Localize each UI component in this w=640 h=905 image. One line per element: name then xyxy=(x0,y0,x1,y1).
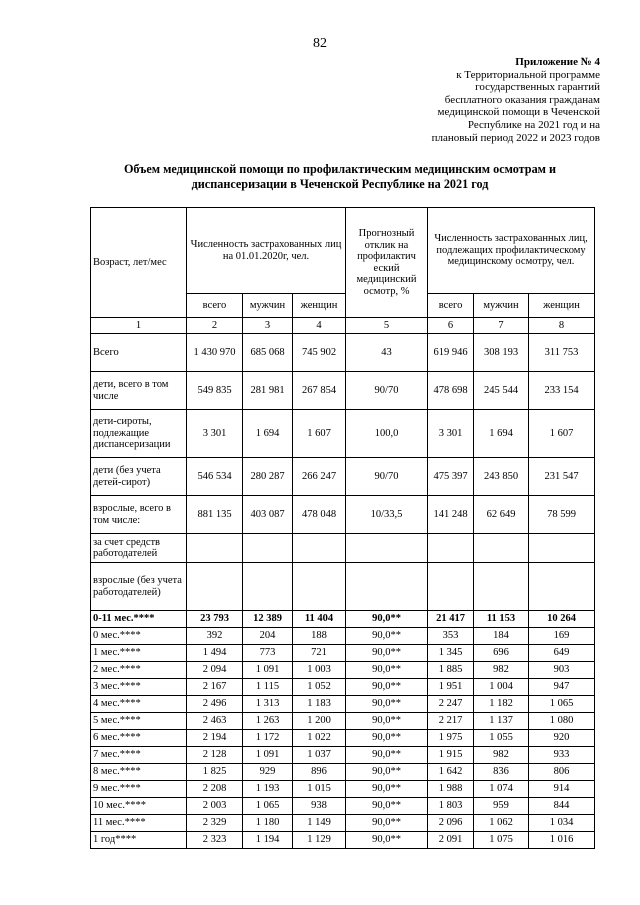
cell: 169 xyxy=(529,628,595,645)
row-label: 4 мес.**** xyxy=(91,696,187,713)
document-title xyxy=(100,162,580,191)
title-line: Объем медицинской помощи по профилактическим медицинским осмотрам и xyxy=(123,162,557,176)
cell: 21 417 xyxy=(428,611,474,628)
cell: 982 xyxy=(474,662,529,679)
cell: 914 xyxy=(529,781,595,798)
cell: 353 xyxy=(428,628,474,645)
cell: 1 885 xyxy=(428,662,474,679)
column-number: 8 xyxy=(529,318,595,334)
cell: 982 xyxy=(474,747,529,764)
cell: 1 915 xyxy=(428,747,474,764)
cell: 881 135 xyxy=(187,496,243,534)
cell: 2 003 xyxy=(187,798,243,815)
appendix-line: государственных гарантий xyxy=(475,81,600,94)
table-row xyxy=(91,798,595,815)
cell: 311 753 xyxy=(529,334,595,372)
cell xyxy=(346,563,428,611)
table-row xyxy=(91,334,595,372)
cell: 3 301 xyxy=(428,410,474,458)
cell: 1 607 xyxy=(529,410,595,458)
table-row xyxy=(91,563,595,611)
cell: 1 194 xyxy=(243,832,293,849)
cell: 90,0** xyxy=(346,815,428,832)
cell: 1 137 xyxy=(474,713,529,730)
cell xyxy=(529,563,595,611)
cell: 10/33,5 xyxy=(346,496,428,534)
row-label: 0 мес.**** xyxy=(91,628,187,645)
cell: 245 544 xyxy=(474,372,529,410)
cell xyxy=(474,534,529,563)
table-row xyxy=(91,645,595,662)
cell: 243 850 xyxy=(474,458,529,496)
cell: 844 xyxy=(529,798,595,815)
cell: 90,0** xyxy=(346,696,428,713)
appendix-heading: Приложение № 4 xyxy=(515,56,600,68)
column-number: 1 xyxy=(91,318,187,334)
cell xyxy=(474,563,529,611)
cell: 1 313 xyxy=(243,696,293,713)
appendix-line: к Территориальной программе xyxy=(456,68,600,81)
cell: 90,0** xyxy=(346,662,428,679)
cell: 11 153 xyxy=(474,611,529,628)
cell: 1 149 xyxy=(293,815,346,832)
cell: 2 208 xyxy=(187,781,243,798)
cell: 745 902 xyxy=(293,334,346,372)
cell: 1 034 xyxy=(529,815,595,832)
column-number: 6 xyxy=(428,318,474,334)
cell: 1 015 xyxy=(293,781,346,798)
cell: 549 835 xyxy=(187,372,243,410)
cell: 1 825 xyxy=(187,764,243,781)
appendix-line: медицинской помощи в Чеченской xyxy=(437,106,600,119)
cell: 2 463 xyxy=(187,713,243,730)
header-women: женщин xyxy=(529,294,595,318)
cell: 2 167 xyxy=(187,679,243,696)
cell: 2 128 xyxy=(187,747,243,764)
table-row xyxy=(91,764,595,781)
page-number: 82 xyxy=(313,36,327,51)
cell xyxy=(187,563,243,611)
cell: 903 xyxy=(529,662,595,679)
cell: 1 065 xyxy=(243,798,293,815)
cell: 1 345 xyxy=(428,645,474,662)
table-row xyxy=(91,662,595,679)
cell: 1 694 xyxy=(474,410,529,458)
header-subject: Численность застрахованных лиц, подлежащих профилактическому медицинскому осмотру, чел. xyxy=(428,208,595,294)
cell: 1 080 xyxy=(529,713,595,730)
cell: 773 xyxy=(243,645,293,662)
row-label: 1 год**** xyxy=(91,832,187,849)
row-label: Всего xyxy=(91,334,187,372)
cell: 90,0** xyxy=(346,781,428,798)
column-number: 2 xyxy=(187,318,243,334)
cell: 62 649 xyxy=(474,496,529,534)
table-row xyxy=(91,815,595,832)
cell: 3 301 xyxy=(187,410,243,458)
table-row xyxy=(91,747,595,764)
cell xyxy=(428,563,474,611)
cell: 546 534 xyxy=(187,458,243,496)
cell: 43 xyxy=(346,334,428,372)
cell: 649 xyxy=(529,645,595,662)
header-men: мужчин xyxy=(243,294,293,318)
cell: 896 xyxy=(293,764,346,781)
cell xyxy=(428,534,474,563)
cell: 90,0** xyxy=(346,730,428,747)
row-label: взрослые (без учета работодателей) xyxy=(91,563,187,611)
cell: 90,0** xyxy=(346,645,428,662)
cell: 1 062 xyxy=(474,815,529,832)
cell: 90,0** xyxy=(346,798,428,815)
row-label: 11 мес.**** xyxy=(91,815,187,832)
row-label: дети, всего в том числе xyxy=(91,372,187,410)
cell: 90,0** xyxy=(346,747,428,764)
cell: 1 065 xyxy=(529,696,595,713)
cell: 90,0** xyxy=(346,611,428,628)
cell: 90/70 xyxy=(346,458,428,496)
row-label: 0-11 мес.**** xyxy=(91,611,187,628)
header-women: женщин xyxy=(293,294,346,318)
cell: 1 075 xyxy=(474,832,529,849)
appendix-line: плановый период 2022 и 2023 годов xyxy=(431,131,600,144)
cell: 2 247 xyxy=(428,696,474,713)
cell: 478 048 xyxy=(293,496,346,534)
row-label: 5 мес.**** xyxy=(91,713,187,730)
cell: 1 052 xyxy=(293,679,346,696)
row-label: 2 мес.**** xyxy=(91,662,187,679)
cell: 947 xyxy=(529,679,595,696)
row-label: 7 мес.**** xyxy=(91,747,187,764)
cell: 1 607 xyxy=(293,410,346,458)
cell: 1 115 xyxy=(243,679,293,696)
appendix-line: бесплатного оказания гражданам xyxy=(444,93,600,106)
cell: 806 xyxy=(529,764,595,781)
cell: 1 200 xyxy=(293,713,346,730)
cell: 90,0** xyxy=(346,628,428,645)
table-row xyxy=(91,696,595,713)
cell: 1 182 xyxy=(474,696,529,713)
volume-table xyxy=(90,207,595,849)
cell: 2 329 xyxy=(187,815,243,832)
table-row xyxy=(91,679,595,696)
cell: 403 087 xyxy=(243,496,293,534)
cell: 1 803 xyxy=(428,798,474,815)
header-insured: Численность застрахованных лиц на 01.01.2020г, чел. xyxy=(187,208,346,294)
cell: 696 xyxy=(474,645,529,662)
table-row xyxy=(91,458,595,496)
table-row xyxy=(91,534,595,563)
table-row xyxy=(91,372,595,410)
cell: 12 389 xyxy=(243,611,293,628)
row-label: 1 мес.**** xyxy=(91,645,187,662)
cell: 1 074 xyxy=(474,781,529,798)
cell: 78 599 xyxy=(529,496,595,534)
cell: 959 xyxy=(474,798,529,815)
cell: 141 248 xyxy=(428,496,474,534)
cell: 920 xyxy=(529,730,595,747)
column-number: 3 xyxy=(243,318,293,334)
cell: 1 129 xyxy=(293,832,346,849)
column-number: 4 xyxy=(293,318,346,334)
cell: 938 xyxy=(293,798,346,815)
cell: 184 xyxy=(474,628,529,645)
cell: 267 854 xyxy=(293,372,346,410)
cell: 1 004 xyxy=(474,679,529,696)
cell: 266 247 xyxy=(293,458,346,496)
cell xyxy=(529,534,595,563)
column-number: 7 xyxy=(474,318,529,334)
cell: 685 068 xyxy=(243,334,293,372)
table-row xyxy=(91,496,595,534)
cell: 90,0** xyxy=(346,713,428,730)
cell: 1 016 xyxy=(529,832,595,849)
cell: 204 xyxy=(243,628,293,645)
cell: 11 404 xyxy=(293,611,346,628)
header-men: мужчин xyxy=(474,294,529,318)
column-number: 5 xyxy=(346,318,428,334)
table-row xyxy=(91,410,595,458)
cell xyxy=(243,563,293,611)
cell: 90,0** xyxy=(346,679,428,696)
cell: 1 037 xyxy=(293,747,346,764)
appendix-line: Республике на 2021 год и на xyxy=(467,118,600,131)
cell: 2 194 xyxy=(187,730,243,747)
cell: 2 091 xyxy=(428,832,474,849)
column-number-row xyxy=(91,318,595,334)
cell xyxy=(346,534,428,563)
table-row xyxy=(91,730,595,747)
row-label: взрослые, всего в том числе: xyxy=(91,496,187,534)
cell: 2 096 xyxy=(428,815,474,832)
cell: 10 264 xyxy=(529,611,595,628)
header-total: всего xyxy=(428,294,474,318)
cell: 1 494 xyxy=(187,645,243,662)
row-label: 8 мес.**** xyxy=(91,764,187,781)
table-row xyxy=(91,628,595,645)
header-forecast: Прогнозный отклик на профилактич еский медицинский осмотр, % xyxy=(346,208,428,318)
cell: 475 397 xyxy=(428,458,474,496)
cell: 721 xyxy=(293,645,346,662)
header-total: всего xyxy=(187,294,243,318)
title-line: диспансеризации в Чеченской Республике на 2021 год xyxy=(191,176,489,191)
cell: 933 xyxy=(529,747,595,764)
cell: 100,0 xyxy=(346,410,428,458)
header-age: Возраст, лет/мес xyxy=(91,208,187,318)
cell xyxy=(243,534,293,563)
cell: 1 694 xyxy=(243,410,293,458)
cell: 1 642 xyxy=(428,764,474,781)
cell: 1 263 xyxy=(243,713,293,730)
cell: 2 217 xyxy=(428,713,474,730)
row-label: 9 мес.**** xyxy=(91,781,187,798)
cell: 1 180 xyxy=(243,815,293,832)
cell: 90,0** xyxy=(346,764,428,781)
cell: 1 172 xyxy=(243,730,293,747)
cell: 1 988 xyxy=(428,781,474,798)
cell: 90,0** xyxy=(346,832,428,849)
cell xyxy=(293,563,346,611)
cell xyxy=(293,534,346,563)
cell: 23 793 xyxy=(187,611,243,628)
cell: 1 055 xyxy=(474,730,529,747)
cell: 1 022 xyxy=(293,730,346,747)
table-row xyxy=(91,781,595,798)
row-label: дети-сироты, подлежащие диспансеризации xyxy=(91,410,187,458)
cell: 836 xyxy=(474,764,529,781)
cell: 1 091 xyxy=(243,662,293,679)
table-row xyxy=(91,713,595,730)
cell: 2 496 xyxy=(187,696,243,713)
cell: 1 091 xyxy=(243,747,293,764)
cell: 281 981 xyxy=(243,372,293,410)
cell: 188 xyxy=(293,628,346,645)
cell: 1 183 xyxy=(293,696,346,713)
cell: 231 547 xyxy=(529,458,595,496)
row-label: дети (без учета детей-сирот) xyxy=(91,458,187,496)
cell: 2 094 xyxy=(187,662,243,679)
cell: 1 951 xyxy=(428,679,474,696)
cell: 1 003 xyxy=(293,662,346,679)
cell xyxy=(187,534,243,563)
row-label: за счет средств работодателей xyxy=(91,534,187,563)
cell: 308 193 xyxy=(474,334,529,372)
cell: 1 430 970 xyxy=(187,334,243,372)
cell: 1 975 xyxy=(428,730,474,747)
cell: 1 193 xyxy=(243,781,293,798)
cell: 233 154 xyxy=(529,372,595,410)
cell: 280 287 xyxy=(243,458,293,496)
table-row-months-total xyxy=(91,611,595,628)
row-label: 3 мес.**** xyxy=(91,679,187,696)
appendix-block xyxy=(360,56,600,144)
row-label: 6 мес.**** xyxy=(91,730,187,747)
cell: 90/70 xyxy=(346,372,428,410)
table-row xyxy=(91,832,595,849)
cell: 392 xyxy=(187,628,243,645)
cell: 2 323 xyxy=(187,832,243,849)
row-label: 10 мес.**** xyxy=(91,798,187,815)
cell: 478 698 xyxy=(428,372,474,410)
cell: 929 xyxy=(243,764,293,781)
cell: 619 946 xyxy=(428,334,474,372)
